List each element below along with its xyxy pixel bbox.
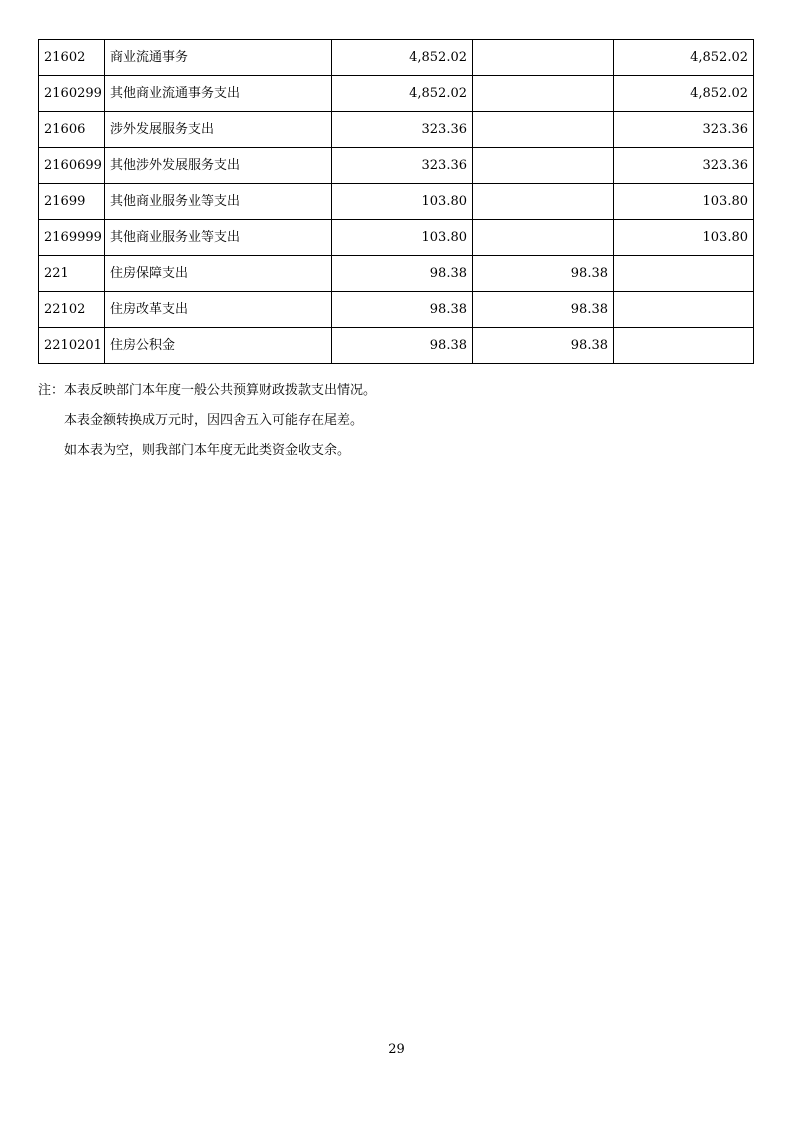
row-basic	[473, 76, 614, 112]
row-basic	[473, 148, 614, 184]
row-name: 其他涉外发展服务支出	[105, 148, 332, 184]
row-project: 103.80	[614, 184, 754, 220]
table-row	[39, 184, 754, 220]
table-row	[39, 148, 754, 184]
row-name: 商业流通事务	[105, 40, 332, 76]
row-total: 323.36	[332, 112, 473, 148]
row-code: 21699	[39, 184, 105, 220]
row-code: 21606	[39, 112, 105, 148]
table-row	[39, 328, 754, 364]
table-row	[39, 292, 754, 328]
row-project	[614, 292, 754, 328]
note-line: 注：本表反映部门本年度一般公共预算财政拨款支出情况。	[38, 383, 377, 398]
table-row	[39, 40, 754, 76]
row-code: 221	[39, 256, 105, 292]
row-total: 4,852.02	[332, 40, 473, 76]
row-project: 4,852.02	[614, 76, 754, 112]
row-basic	[473, 40, 614, 76]
row-basic	[473, 112, 614, 148]
row-name: 涉外发展服务支出	[105, 112, 332, 148]
row-project	[614, 256, 754, 292]
row-project: 323.36	[614, 112, 754, 148]
row-project: 103.80	[614, 220, 754, 256]
row-basic	[473, 184, 614, 220]
note-line: 本表金额转换成万元时，因四舍五入可能存在尾差。	[64, 413, 364, 428]
row-total: 98.38	[332, 328, 473, 364]
row-project: 4,852.02	[614, 40, 754, 76]
row-name: 其他商业服务业等支出	[105, 184, 332, 220]
row-basic: 98.38	[473, 256, 614, 292]
row-code: 2160299	[39, 76, 105, 112]
table-row	[39, 112, 754, 148]
row-code: 21602	[39, 40, 105, 76]
row-total: 98.38	[332, 292, 473, 328]
table-row	[39, 220, 754, 256]
row-basic	[473, 220, 614, 256]
row-project	[614, 328, 754, 364]
row-total: 103.80	[332, 184, 473, 220]
row-code: 2160699	[39, 148, 105, 184]
expenditure-table	[38, 39, 754, 364]
table-notes	[38, 376, 376, 466]
row-basic: 98.38	[473, 328, 614, 364]
row-code: 2169999	[39, 220, 105, 256]
row-project: 323.36	[614, 148, 754, 184]
row-name: 住房保障支出	[105, 256, 332, 292]
row-name: 住房公积金	[105, 328, 332, 364]
table-row	[39, 76, 754, 112]
row-total: 103.80	[332, 220, 473, 256]
row-code: 2210201	[39, 328, 105, 364]
row-name: 住房改革支出	[105, 292, 332, 328]
row-total: 98.38	[332, 256, 473, 292]
row-basic: 98.38	[473, 292, 614, 328]
row-total: 323.36	[332, 148, 473, 184]
row-total: 4,852.02	[332, 76, 473, 112]
note-line: 如本表为空，则我部门本年度无此类资金收支余。	[64, 443, 351, 458]
row-name: 其他商业服务业等支出	[105, 220, 332, 256]
row-code: 22102	[39, 292, 105, 328]
page-number: 29	[388, 1042, 405, 1057]
table-row	[39, 256, 754, 292]
row-name: 其他商业流通事务支出	[105, 76, 332, 112]
